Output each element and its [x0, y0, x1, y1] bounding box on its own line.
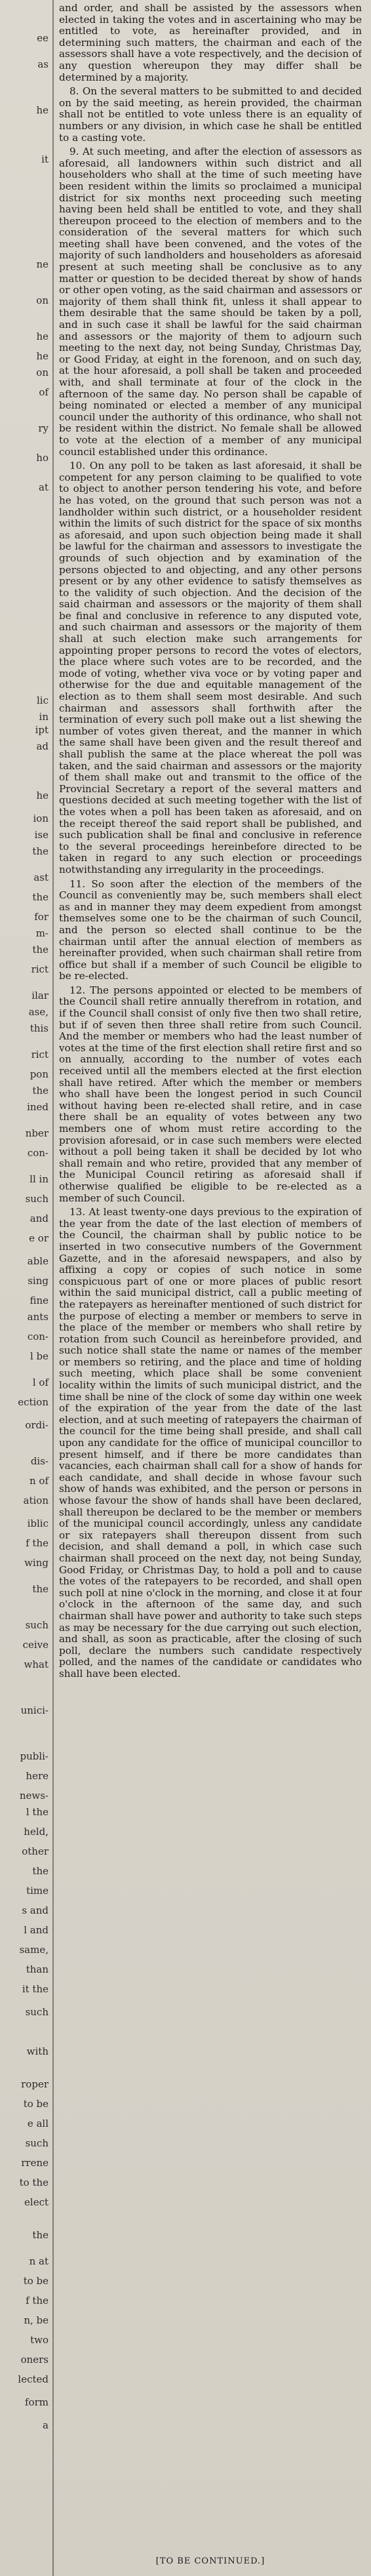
clipped-text-fragment: ined [27, 1101, 49, 1113]
clipped-text-fragment: ation [23, 1495, 49, 1506]
clipped-text-fragment: fine [29, 1295, 49, 1306]
clipped-text-fragment: e all [27, 2118, 49, 2129]
clipped-text-fragment: elect [24, 2196, 49, 2208]
column-rule [52, 0, 54, 2576]
clipped-text-fragment: to the [19, 2177, 49, 2188]
clipped-text-fragment: he [36, 104, 49, 116]
adjacent-column-fragments [0, 0, 51, 2576]
clipped-text-fragment: and [29, 1213, 49, 1224]
clipped-text-fragment: at [39, 481, 49, 493]
clipped-text-fragment: held, [24, 1826, 49, 1838]
article-paragraph: 12. The persons appointed or elected to be members of the Council shall retire annually therefrom in rotation, and if the Council shall consist of only five then two shall retire, but if of seven then three shall retire from such Council. And the member or members who had the least number of votes at the time of the first election shall retire first and so on annually, according to the number of votes each received until all the members elected at the first election shall have retired. After which the member or members who shall have been the longest period in such Council without having been re-elected shall retire, and in case there shall be an equality of votes between any two members one of whom must retire according to the provision aforesaid, or in case such members were elected without a poll being taken it shall be decided by lot who shall remain and who retire, provided that any member of the Municipal Council retiring as aforesaid shall if otherwise qualified be eligible to be re-elected as a member of such Council. [59, 984, 362, 1204]
article-paragraph: 10. On any poll to be taken as last aforesaid, it shall be competent for any person claiming to be qualified to vote to object to another person tendering his vote, and before he has voted, on the ground that such person was not a landholder within such district, or a householder resident within the limits of such district for the space of six months as aforesaid, and upon such objection being made it shall be lawful for the chairman and assessors to investigate the grounds of such objection and by examination of the persons objected to and objecting, and any other persons present or by any other evidence to satisfy themselves as to the validity of such objection. And the decision of the said chairman and assessors or the majority of them shall be final and conclusive in reference to any disputed vote, and such chairman and assessors or the majority of them shall at such election make such arrangements for appointing proper persons to record the votes of electors, the place where such votes are to be recorded, and the mode of voting, whether viva voce or by voting paper and otherwise for the due and equitable management of the election as to them shall seem most desirable. And such chairman and assessors shall forthwith after the termination of every such poll make out a list shewing the number of votes given thereat, and the manner in which the same shall have been given and the result thereof and shall publish the same at the place whereat the poll was taken, and the said chairman and assessors or the majority of them shall make out and transmit to the office of the Provincial Secretary a report of the several matters and questions decided at such meeting together with the list of the votes when a poll has been taken as aforesaid, and on the receipt thereof the said report shall be published, and such publication shall be final and conclusive in reference to the several proceedings hereinbefore directed to be taken in regard to any such election or proceedings notwithstanding any irregularity in the proceedings. [59, 460, 362, 875]
clipped-text-fragment: in [39, 711, 49, 723]
clipped-text-fragment: ection [18, 1396, 49, 1408]
clipped-text-fragment: than [26, 1963, 49, 1975]
clipped-text-fragment: with [26, 2045, 49, 2057]
clipped-text-fragment: ase, [28, 1006, 49, 1018]
article-paragraph: 11. So soon after the election of the members of the Council as conveniently may be, such members shall elect as and in manner they may deem expedient from amongst themselves some one to be the chairman of such Council, and the person so elected shall continue to be the chairman until after the annual election of members as hereinafter provided, when such chairman shall retire from office but shall if a member of such Council be eligible to be re-elected. [59, 877, 362, 982]
clipped-text-fragment: wing [24, 1557, 49, 1569]
clipped-text-fragment: it the [22, 1983, 49, 1995]
clipped-text-fragment: ee [37, 32, 49, 44]
clipped-text-fragment: rrene [21, 2157, 49, 2169]
clipped-text-fragment: of [39, 386, 49, 398]
clipped-text-fragment: the [32, 845, 49, 857]
clipped-text-fragment: lected [18, 2373, 49, 2385]
clipped-text-fragment: rict [31, 1049, 49, 1060]
clipped-text-fragment: to be [23, 2098, 49, 2110]
clipped-text-fragment: s and [22, 1904, 49, 1916]
clipped-text-fragment: form [25, 2396, 49, 2408]
clipped-text-fragment: ne [36, 258, 49, 270]
clipped-text-fragment: pon [29, 1068, 49, 1080]
clipped-text-fragment: unici- [20, 1704, 49, 1716]
clipped-text-fragment: such [25, 1193, 49, 1205]
clipped-text-fragment: here [26, 1770, 49, 1782]
clipped-text-fragment: con- [27, 1331, 49, 1342]
clipped-text-fragment: such [25, 2006, 49, 2018]
clipped-text-fragment: m- [35, 927, 49, 939]
clipped-text-fragment: publi- [20, 1750, 49, 1762]
clipped-text-fragment: l of [32, 1377, 49, 1388]
clipped-text-fragment: con- [27, 1147, 49, 1159]
clipped-text-fragment: on [36, 367, 49, 378]
clipped-text-fragment: ants [27, 1311, 49, 1323]
clipped-text-fragment: it [41, 153, 49, 165]
clipped-text-fragment: ad [36, 740, 49, 752]
clipped-text-fragment: lic [37, 694, 49, 706]
clipped-text-fragment: ast [33, 872, 49, 883]
clipped-text-fragment: the [32, 1085, 49, 1097]
clipped-text-fragment: roper [21, 2078, 49, 2090]
clipped-text-fragment: ll in [29, 1173, 49, 1185]
clipped-text-fragment: other [22, 1845, 49, 1857]
clipped-text-fragment: on [36, 294, 49, 306]
clipped-text-fragment: the [32, 891, 49, 903]
clipped-text-fragment: dis- [30, 1455, 49, 1467]
clipped-text-fragment: l be [29, 1350, 49, 1362]
clipped-text-fragment: ilar [31, 990, 49, 1001]
clipped-text-fragment: l and [24, 1924, 49, 1936]
clipped-text-fragment: he [36, 331, 49, 342]
clipped-text-fragment: as [37, 58, 49, 70]
clipped-text-fragment: two [30, 2334, 49, 2346]
clipped-text-fragment: a [43, 2419, 49, 2431]
clipped-text-fragment: such [25, 1619, 49, 1631]
clipped-text-fragment: he [36, 790, 49, 801]
clipped-text-fragment: news- [19, 1790, 49, 1801]
clipped-text-fragment: he [36, 350, 49, 362]
clipped-text-fragment: the [32, 944, 49, 956]
clipped-text-fragment: e or [29, 1232, 49, 1244]
clipped-text-fragment: ceive [22, 1639, 49, 1651]
clipped-text-fragment: ion [33, 813, 49, 824]
clipped-text-fragment: this [29, 1022, 49, 1034]
clipped-text-fragment: iblic [27, 1518, 49, 1529]
article-paragraph: 13. At least twenty-one days previous to the expiration of the year from the date of the last election of members of the Council, the chairman shall by public notice to be inserted in two consecutive numbers of the Government Gazette, and in the aforesaid newspapers, and also by affixing a copy or copies of such notice in some conspicuous part of one or more places of public resort within the said municipal district, call a public meeting of the ratepayers as hereinafter mentioned of such district for the purpose of electing a member or members to serve in the place of the member or members who shall retire by rotation from such Council as hereinbefore provided, and such notice shall state the name or names of the member or members so retiring, and the place and time of holding such meeting, which place shall be some convenient locality within the limits of such municipal district, and the time shall be nine of the clock of some day within one week of the expiration of the year from the date of the last election, and at such meeting of ratepayers the chairman of the council for the time being shall preside, and shall call upon any candidate for the office of municipal councillor to present himself, and if there be more candidates than vacancies, each chairman shall call for a show of hands for each candidate, and shall decide in whose favour such show of hands was exhibited, and the person or persons in whose favour the show of hands shall have been declared, shall thereupon be declared to be the member or members of the municipal council accordingly, unless any candidate or six ratepayers shall thereupon dissent from such decision, and shall demand a poll, in which case such chairman shall proceed on the next day, not being Sunday, Good Friday, or Christmas Day, to hold a poll and to cause the votes of the ratepayers to be recorded, and shall open such poll at nine o'clock in the morning, and close it at four o'clock in the afternoon of the same day, and such chairman shall have power and authority to take such steps as may be necessary for the due carrying out such election, and shall, as soon as practicable, after the closing of such poll, declare the numbers such candidate respectively polled, and the names of the candidate or candidates who shall have been elected. [59, 1206, 362, 1680]
clipped-text-fragment: the [32, 1865, 49, 1877]
clipped-text-fragment: ipt [35, 724, 49, 736]
clipped-text-fragment: for [34, 911, 49, 923]
clipped-text-fragment: the [32, 1583, 49, 1595]
clipped-text-fragment: l the [26, 1806, 49, 1818]
clipped-text-fragment: same, [19, 1944, 49, 1956]
clipped-text-fragment: n at [29, 2255, 49, 2267]
clipped-text-fragment: f the [26, 1537, 49, 1549]
clipped-text-fragment: time [26, 1885, 49, 1897]
clipped-text-fragment: ho [36, 452, 49, 464]
clipped-text-fragment: n, be [24, 2314, 49, 2326]
clipped-text-fragment: oners [20, 2354, 49, 2365]
clipped-text-fragment: ordi- [25, 1419, 49, 1431]
clipped-text-fragment: ry [38, 422, 49, 434]
clipped-text-fragment: the [32, 2229, 49, 2241]
continued-notice: [TO BE CONTINUED.] [155, 2556, 265, 2566]
clipped-text-fragment: n of [29, 1475, 49, 1487]
clipped-text-fragment: ise [34, 829, 49, 841]
clipped-text-fragment: f the [26, 2295, 49, 2306]
article-paragraph: 9. At such meeting, and after the election of assessors as aforesaid, all landowners within such district and all householders who shall at the time of such meeting have been resident within the limits so proclaimed a municipal district for six months next proceeding such meeting having been held shall be entitled to vote, and they shall thereupon proceed to the election of members and to the consideration of the several matters for which such meeting shall have been convened, and the votes of the majority of such landholders and householders as aforesaid present at such meeting shall be conclusive as to any matter or question to be decided thereat by show of hands or other open voting, as the said chairman and assessors or majority of them shall think fit, unless it shall appear to them desirable that the same should be taken by a poll, and in such case it shall be lawful for the said chairman and assessors or the majority of them to adjourn such meeting to the next day, not being Sunday, Christmas Day, or Good Friday, at eight in the forenoon, and on such day, at the hour aforesaid, a poll shall be taken and proceeded with, and shall terminate at four of the clock in the afternoon of the same day. No person shall be capable of being nominated or elected a member of any municipal council under the authority of this ordinance, who shall not be resident within the district. No female shall be allowed to vote at the election of a member of any municipal council established under this ordinance. [59, 146, 362, 458]
clipped-text-fragment: nber [25, 1127, 49, 1139]
article-paragraph: and order, and shall be assisted by the assessors when elected in taking the votes and in ascertaining who may be entitled to vote, as hereinafter provided, and in determining such matters, the chairman and each of the assessors shall have a vote respectively, and the decision of any question whereupon they may differ shall be determined by a majority. [59, 3, 362, 83]
article-column [59, 3, 362, 2560]
clipped-text-fragment: able [27, 1255, 49, 1267]
clipped-text-fragment: to be [23, 2275, 49, 2287]
clipped-text-fragment: such [25, 2137, 49, 2149]
clipped-text-fragment: rict [31, 963, 49, 975]
clipped-text-fragment: what [24, 1659, 49, 1670]
article-paragraph: 8. On the several matters to be submitted to and decided on by the said meeting, as herein provided, the chairman shall not be entitled to vote unless there is an equality of numbers or any division, in which case he shall be entitled to a casting vote. [59, 85, 362, 144]
clipped-text-fragment: sing [28, 1275, 49, 1287]
